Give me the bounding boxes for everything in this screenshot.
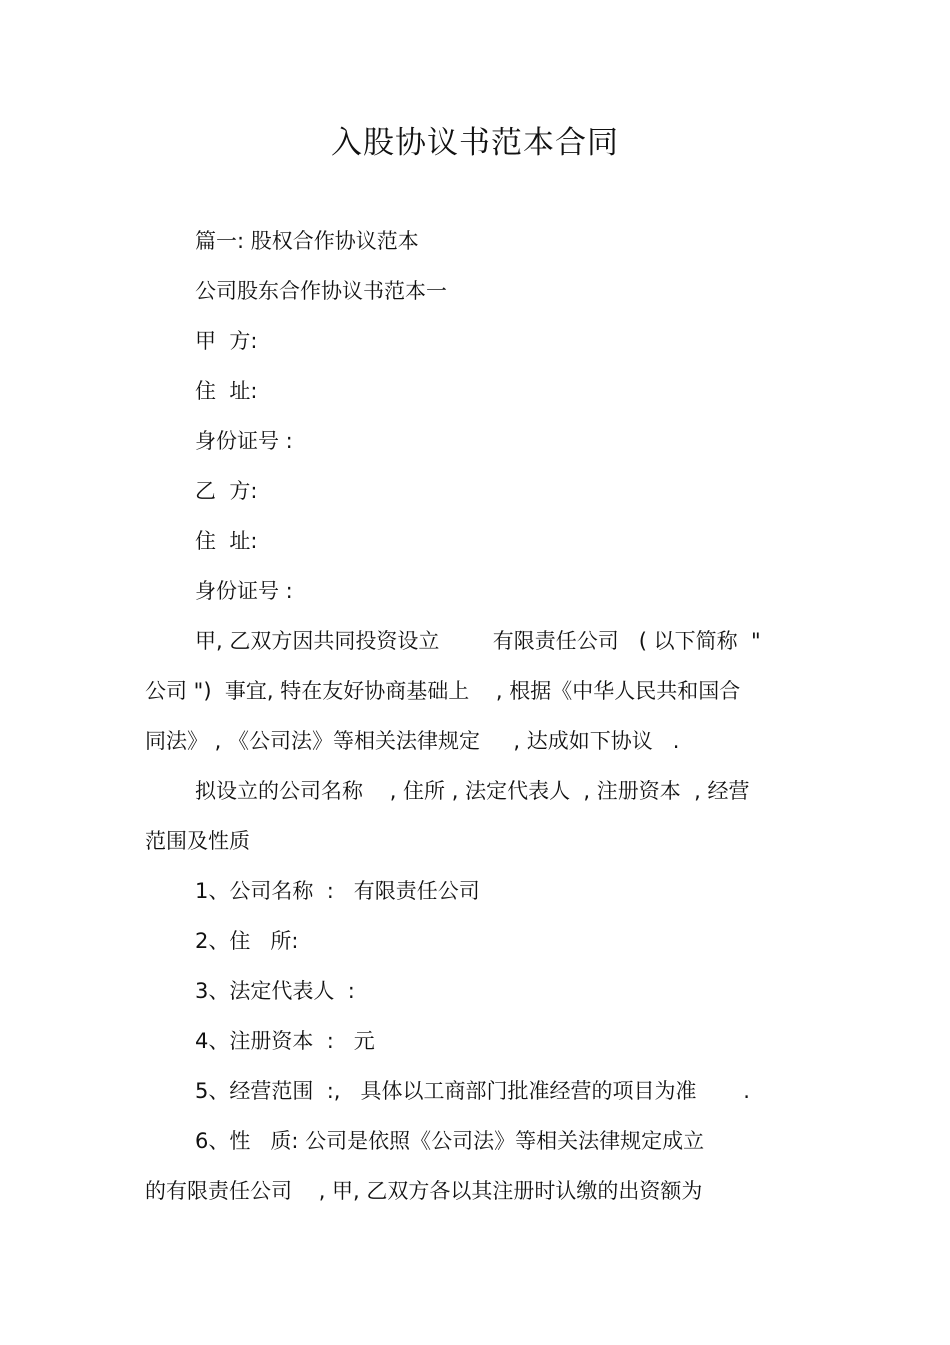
paragraph-line: 同法》 , 《公司法》等相关法律规定 , 达成如下协议 . bbox=[145, 729, 680, 753]
party-b-address-label: 住 址: bbox=[195, 529, 258, 553]
paragraph-line: 公司 ") 事宜, 特在友好协商基础上 , 根据《中华人民共和国合 bbox=[145, 679, 741, 703]
party-a-id-label: 身份证号 : bbox=[195, 429, 293, 453]
paragraph-line: 甲, 乙双方因共同投资设立 有限责任公司 ( 以下简称 " bbox=[195, 629, 761, 653]
list-item: 3、法定代表人 : bbox=[195, 979, 355, 1003]
agreement-subtitle: 公司股东合作协议书范本一 bbox=[195, 279, 447, 303]
paragraph-line: 拟设立的公司名称 , 住所 , 法定代表人 , 注册资本 , 经营 bbox=[195, 779, 750, 803]
party-a-address-label: 住 址: bbox=[195, 379, 258, 403]
party-a-label: 甲 方: bbox=[195, 329, 258, 353]
party-b-id-label: 身份证号 : bbox=[195, 579, 293, 603]
paragraph-line: 范围及性质 bbox=[145, 829, 250, 853]
paragraph-line: 的有限责任公司 , 甲, 乙双方各以其注册时认缴的出资额为 bbox=[145, 1179, 703, 1203]
document-title: 入股协议书范本合同 bbox=[331, 125, 619, 161]
list-item: 5、经营范围 :, 具体以工商部门批准经营的项目为准 . bbox=[195, 1079, 750, 1103]
list-item: 1、公司名称 : 有限责任公司 bbox=[195, 879, 480, 903]
list-item: 6、性 质: 公司是依照《公司法》等相关法律规定成立 bbox=[195, 1129, 705, 1153]
section-heading: 篇一: 股权合作协议范本 bbox=[195, 229, 419, 253]
party-b-label: 乙 方: bbox=[195, 479, 258, 503]
list-item: 4、注册资本 : 元 bbox=[195, 1029, 375, 1053]
list-item: 2、住 所: bbox=[195, 929, 299, 953]
